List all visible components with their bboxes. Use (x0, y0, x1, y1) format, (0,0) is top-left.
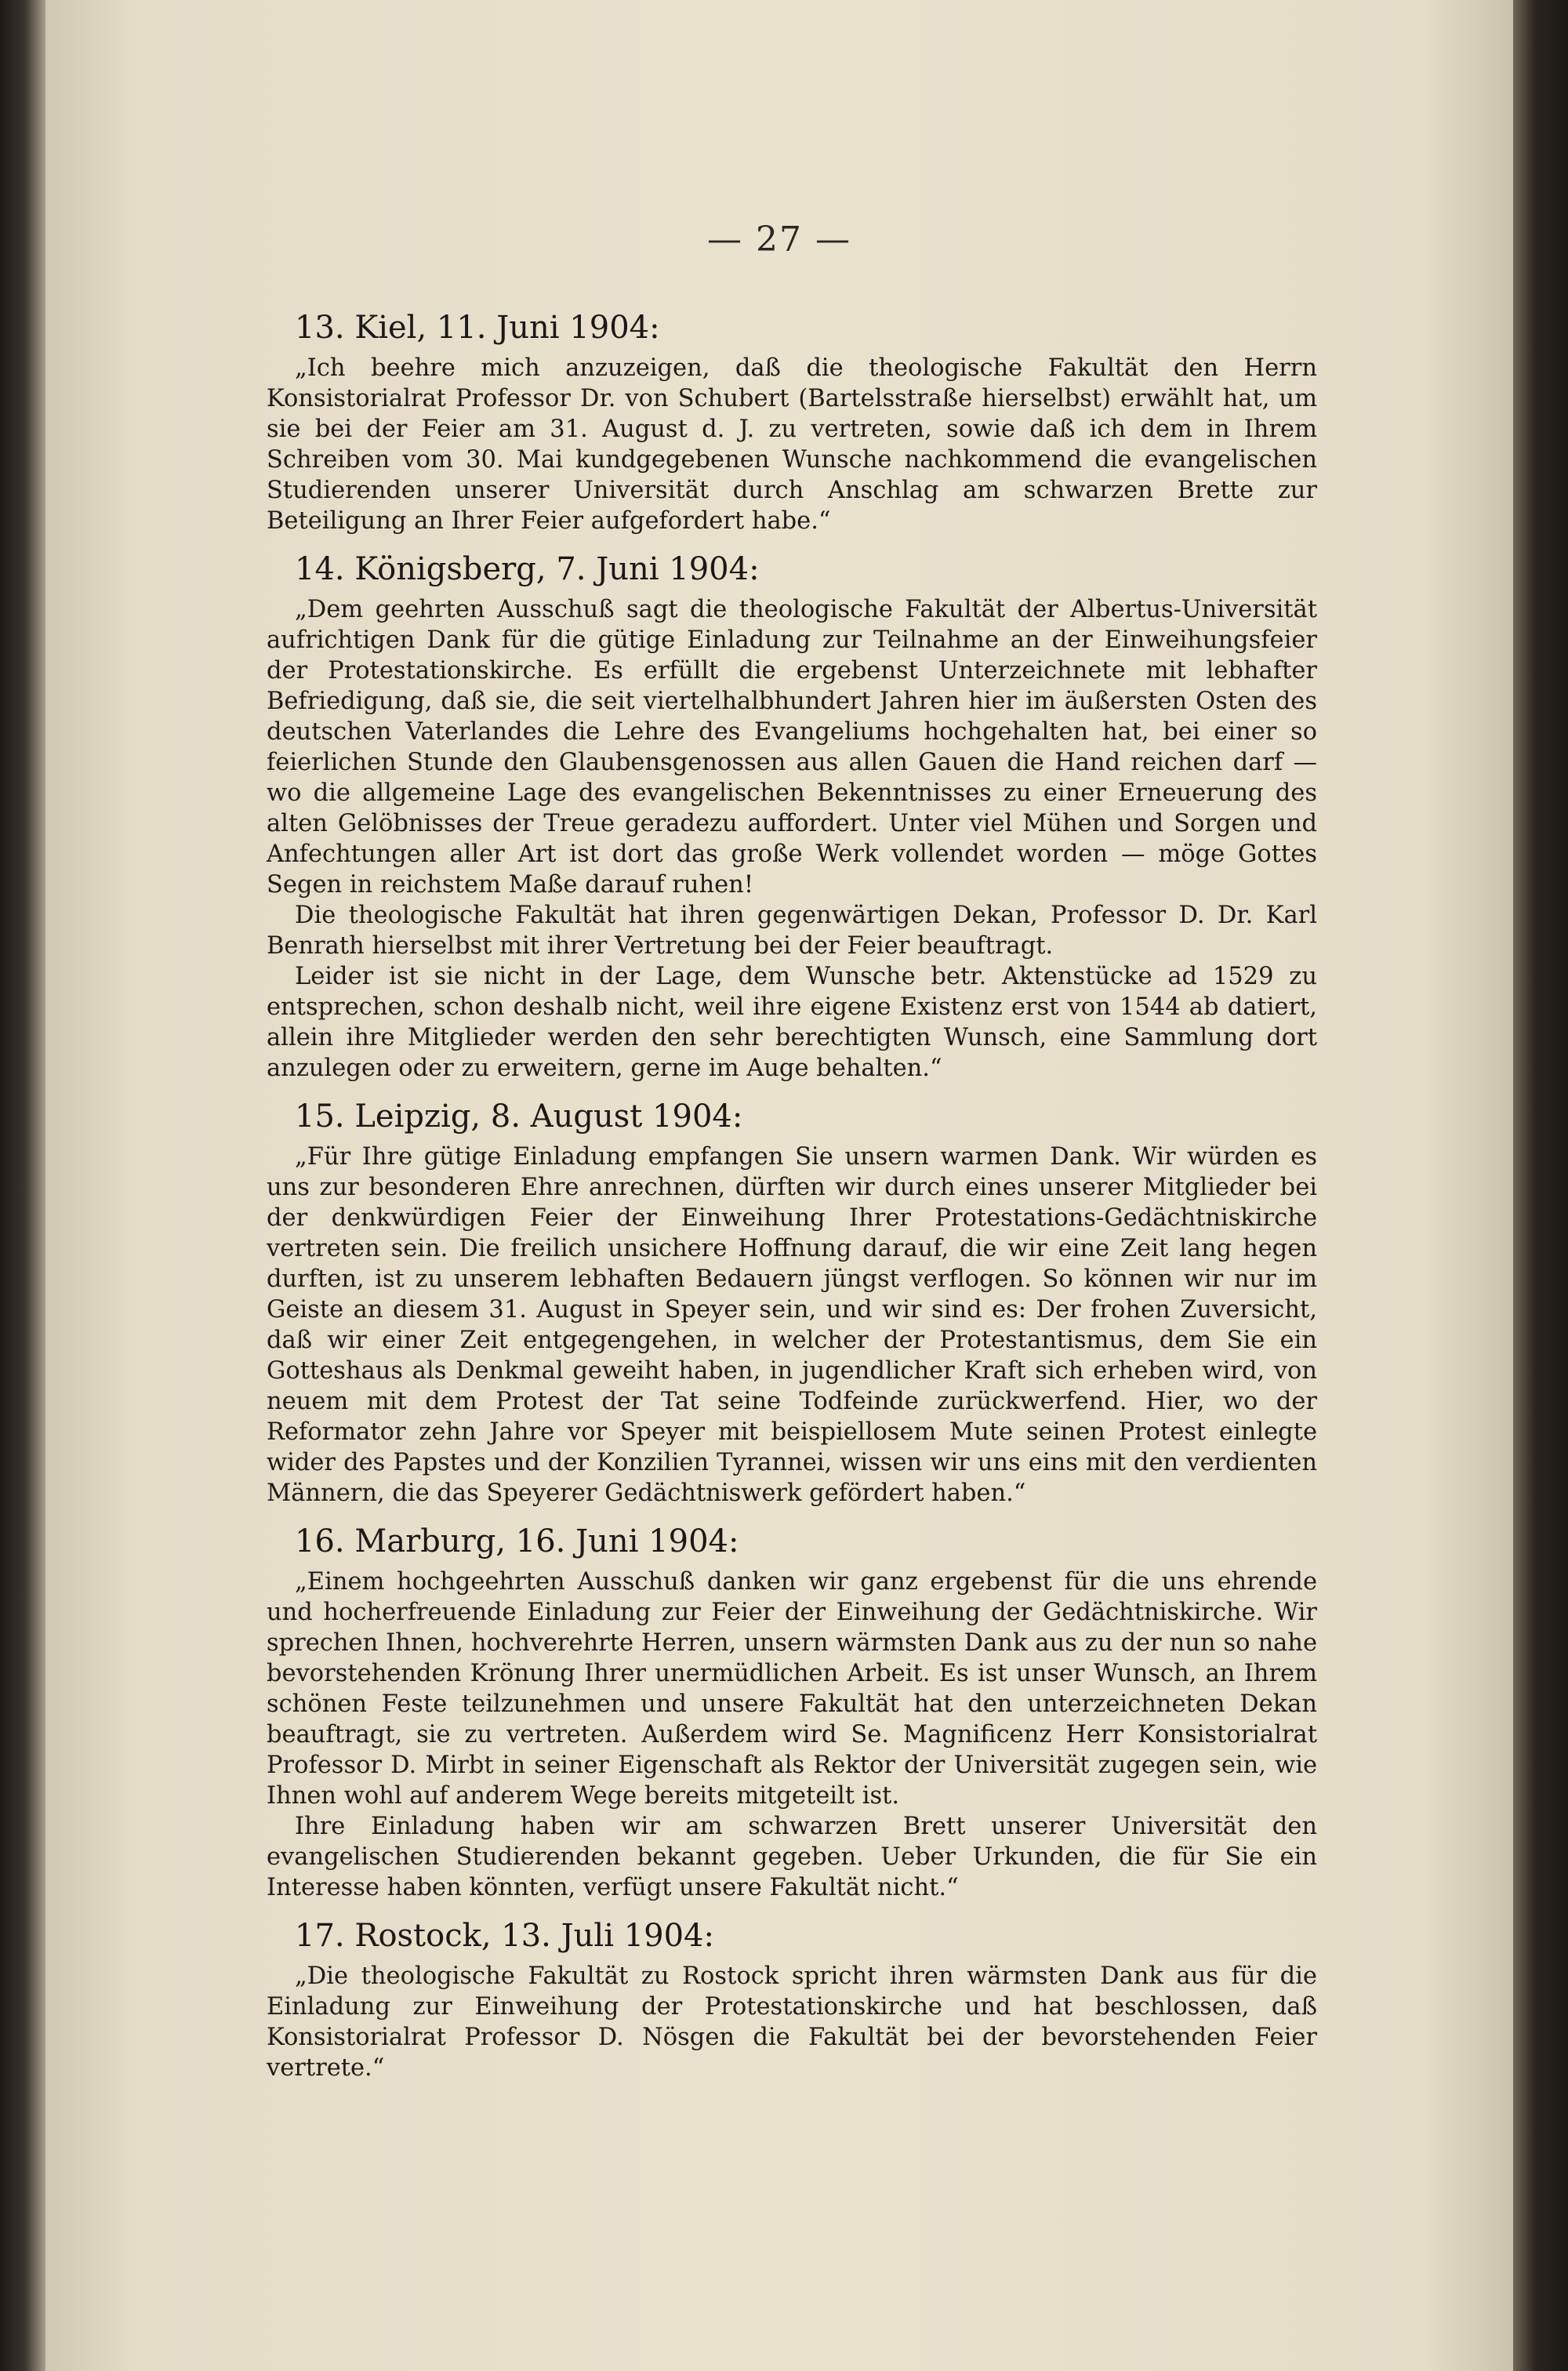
entry-koenigsberg (267, 547, 1317, 1084)
entry-paragraph: „Dem geehrten Ausschuß sagt die theologische Fakultät der Albertus-Universität aufrichtigen Dank für die gütige Einladung zur Teilnahme an der Einweihungsfeier der Protestationskirche. Es erfüllt die ergebenst Unterzeichnete mit lebhafter Befriedigung, daß sie, die seit viertelhalbhundert Jahren hier im äußersten Osten des deutschen Vaterlandes die Lehre des Evangeliums hochgehalten hat, bei einer so feierlichen Stunde den Glaubensgenossen aus allen Gauen die Hand reichen darf — wo die allgemeine Lage des evangelischen Bekenntnisses zu einer Erneuerung des alten Gelöbnisses der Treue geradezu auffordert. Unter viel Mühen und Sorgen und Anfechtungen aller Art ist dort das große Werk vollendet worden — möge Gottes Segen in reichstem Maße darauf ruhen! (267, 596, 1317, 899)
entry-leipzig (267, 1095, 1317, 1509)
book-binding-left (0, 0, 45, 2371)
entry-paragraph: Leider ist sie nicht in der Lage, dem Wunsche betr. Aktenstücke ad 1529 zu entsprechen, schon deshalb nicht, weil ihre eigene Existenz erst von 1544 ab datiert, allein ihre Mitglieder werden den sehr berechtigten Wunsch, eine Sammlung dort anzulegen oder zu erweitern, gerne im Auge behalten.“ (267, 963, 1317, 1082)
page-number: — 27 — (707, 220, 851, 260)
entry-paragraph: Die theologische Fakultät hat ihren gegenwärtigen Dekan, Professor D. Dr. Karl Benrath hierselbst mit ihrer Vertretung bei der Feier beauftragt. (267, 902, 1317, 960)
entry-paragraph: „Die theologische Fakultät zu Rostock spricht ihren wärmsten Dank aus für die Einladung zur Einweihung der Protestationskirche und hat beschlossen, daß Konsistorialrat Professor D. Nösgen die Fakultät bei der bevorstehenden Feier vertrete.“ (267, 1963, 1317, 2082)
entry-heading: 17. Rostock, 13. Juli 1904: (295, 1918, 714, 1954)
entry-heading: 14. Königsberg, 7. Juni 1904: (295, 551, 760, 587)
entry-heading: 13. Kiel, 11. Juni 1904: (295, 310, 660, 346)
page-content (267, 306, 1317, 2083)
entry-paragraph: „Für Ihre gütige Einladung empfangen Sie unsern warmen Dank. Wir würden es uns zur besonderen Ehre anrechnen, dürften wir durch eines unserer Mitglieder bei der denkwürdigen Feier der Einweihung Ihrer Protestations-Gedächtniskirche vertreten sein. Die freilich unsichere Hoffnung darauf, die wir eine Zeit lang hegen durften, ist zu unserem lebhaften Bedauern jüngst verflogen. So können wir nur im Geiste an diesem 31. August in Speyer sein, und wir sind es: Der frohen Zuversicht, daß wir einer Zeit entgegengehen, in welcher der Protestantismus, dem Sie ein Gotteshaus als Denkmal geweiht haben, in jugendlicher Kraft sich erheben wird, von neuem mit dem Protest der Tat seine Todfeinde zurückwerfend. Hier, wo der Reformator zehn Jahre vor Speyer mit beispiellosem Mute seinen Protest einlegte wider des Papstes und der Konzilien Tyrannei, wissen wir uns eins mit den verdienten Männern, die das Speyerer Gedächtniswerk gefördert haben.“ (267, 1143, 1317, 1507)
book-binding-right (1513, 0, 1568, 2371)
entry-paragraph: „Ich beehre mich anzuzeigen, daß die theologische Fakultät den Herrn Konsistorialrat Professor Dr. von Schubert (Bartelsstraße hierselbst) erwählt hat, um sie bei der Feier am 31. August d. J. zu vertreten, sowie daß ich dem in Ihrem Schreiben vom 30. Mai kundgegebenen Wunsche nachkommend die evangelischen Studierenden unserer Universität durch Anschlag am schwarzen Brette zur Beteiligung an Ihrer Feier aufgefordert habe.“ (267, 354, 1317, 535)
entry-paragraph: Ihre Einladung haben wir am schwarzen Brett unserer Universität den evangelischen Studierenden bekannt gegeben. Ueber Urkunden, die für Sie ein Interesse haben könnten, verfügt unsere Fakultät nicht.“ (267, 1813, 1317, 1901)
entry-paragraph: „Einem hochgeehrten Ausschuß danken wir ganz ergebenst für die uns ehrende und hocherfreuende Einladung zur Feier der Einweihung der Gedächtniskirche. Wir sprechen Ihnen, hochverehrte Herren, unsern wärmsten Dank aus zu der nun so nahe bevorstehenden Krönung Ihrer unermüdlichen Arbeit. Es ist unser Wunsch, an Ihrem schönen Feste teilzunehmen und unsere Fakultät hat den unterzeichneten Dekan beauftragt, sie zu vertreten. Außerdem wird Se. Magnificenz Herr Konsistorialrat Professor D. Mirbt in seiner Eigenschaft als Rektor der Universität zugegen sein, wie Ihnen wohl auf anderem Wege bereits mitgeteilt ist. (267, 1568, 1317, 1810)
entry-kiel (267, 306, 1317, 536)
entry-heading: 16. Marburg, 16. Juni 1904: (295, 1523, 739, 1559)
entry-marburg (267, 1520, 1317, 1903)
entry-heading: 15. Leipzig, 8. August 1904: (295, 1098, 743, 1135)
entry-rostock (267, 1914, 1317, 2083)
book-page (45, 0, 1513, 2371)
